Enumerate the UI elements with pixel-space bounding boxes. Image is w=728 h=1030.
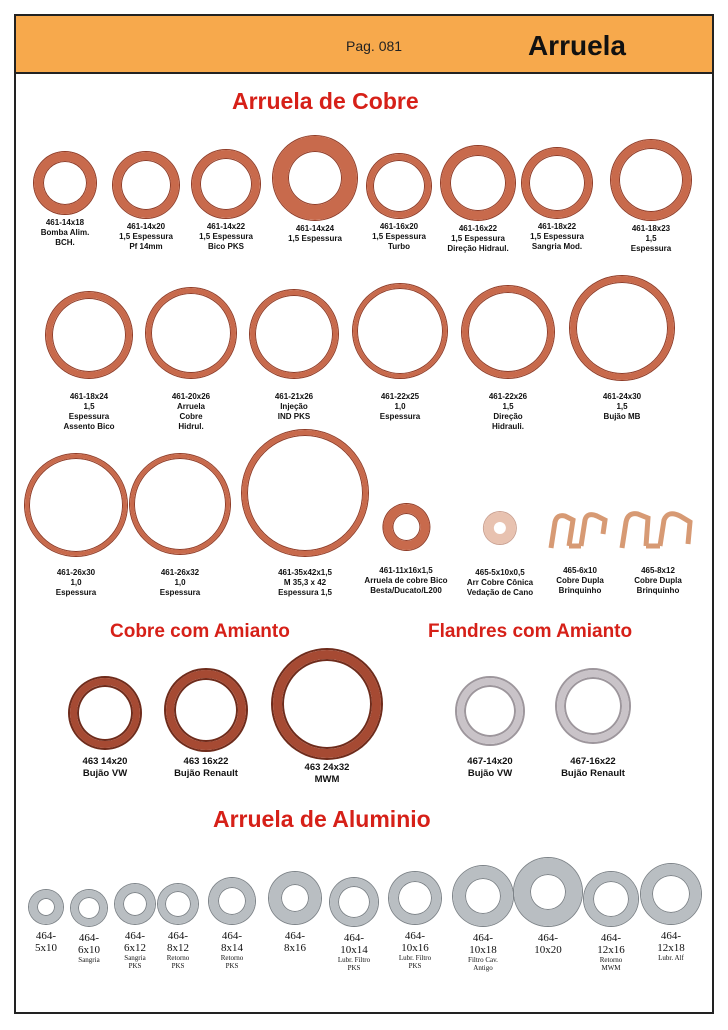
product-item (158, 884, 198, 970)
product-item (364, 504, 447, 596)
product-code: 461-21x26 (274, 392, 314, 401)
product-item (273, 136, 357, 244)
product-code: 461-22x25 (380, 392, 420, 401)
aluminium-washer-image (514, 858, 582, 926)
product-code: 461-26x30 (56, 568, 96, 577)
product-desc: Filtro Cav. (468, 956, 498, 964)
product-item (462, 286, 554, 432)
product-desc: Bujão VW (82, 768, 128, 779)
product-desc: Espessura 1,5 (278, 588, 332, 597)
product-item (353, 284, 447, 422)
product-code: 461-14x22 (206, 222, 246, 231)
aluminium-washer-image (269, 872, 321, 924)
copper-washer-image (367, 154, 431, 218)
aluminium-washer-image (115, 884, 155, 924)
product-item (570, 276, 674, 422)
product-desc: Arr Cobre Cônica (466, 578, 534, 587)
aluminium-washer-image (641, 864, 701, 924)
copper-washer-image (273, 136, 357, 220)
product-item (209, 878, 255, 970)
product-desc: Bujão VW (467, 768, 513, 779)
product-desc: 1,5 Espessura (199, 232, 253, 241)
product-desc: Arruela (176, 402, 205, 411)
product-size: 10x16 (401, 942, 429, 954)
product-desc: IND PKS (277, 412, 311, 421)
product-code: 463 14x20 (82, 756, 128, 767)
product-desc: 1,5 (502, 402, 514, 411)
product-size: 10x14 (340, 944, 368, 956)
product-item (547, 508, 613, 596)
product-code: 461-24x30 (602, 392, 642, 401)
aluminium-washer-image (389, 872, 441, 924)
product-code: 464- (221, 930, 243, 942)
product-item (113, 152, 179, 252)
category-title: Arruela (527, 30, 626, 61)
product-desc: Direção Hidraul. (447, 244, 509, 253)
product-item (46, 292, 132, 432)
copper-washer-image (146, 288, 236, 378)
product-code: 461-11x16x1,5 (379, 566, 433, 575)
product-size: 10x18 (469, 944, 497, 956)
product-size: 8x14 (221, 942, 243, 954)
product-desc: Sangria Mod. (531, 242, 583, 251)
product-code: 464- (404, 930, 426, 942)
product-size: 12x16 (597, 944, 625, 956)
product-item (115, 884, 155, 970)
double-clip-image (618, 508, 698, 552)
product-code: 467-14x20 (467, 756, 513, 767)
product-desc: M 35,3 x 42 (283, 578, 327, 587)
product-desc: Espessura (159, 588, 201, 597)
product-code: 465-6x10 (563, 566, 597, 575)
product-item (70, 678, 140, 780)
page-number: Pag. 081 (346, 38, 403, 54)
product-desc: Cobre Dupla (556, 576, 604, 585)
copper-washer-image (113, 152, 179, 218)
product-code: 465-5x10x0,5 (475, 568, 525, 577)
product-item (389, 872, 441, 970)
product-desc: Sangria (78, 956, 100, 964)
product-desc: PKS (171, 962, 185, 970)
product-desc: Lubr. Filtro (398, 954, 432, 962)
product-item (29, 890, 63, 954)
product-item (71, 890, 107, 964)
product-code: 464- (284, 930, 306, 942)
product-item (192, 150, 260, 252)
product-desc: PKS (128, 962, 142, 970)
product-desc: Retorno (599, 956, 623, 964)
product-code: 464- (35, 930, 57, 942)
copper-washer-image (46, 292, 132, 378)
product-desc: 1,5 (616, 402, 628, 411)
product-code: 461-20x26 (171, 392, 211, 401)
product-desc: 1,5 Espessura (530, 232, 584, 241)
product-desc: Bujão Renault (174, 768, 238, 779)
product-desc: Turbo (387, 242, 411, 251)
page-header (16, 16, 712, 74)
product-desc: Cobre (179, 412, 203, 421)
product-code: 461-14x18 (45, 218, 85, 227)
product-desc: 1,5 (83, 402, 95, 411)
product-desc: Bico PKS (207, 242, 244, 251)
product-item (269, 872, 321, 954)
product-code: 461-26x32 (160, 568, 200, 577)
aluminium-washer-image (71, 890, 107, 926)
product-desc: Hidrauli. (491, 422, 524, 431)
product-desc: Espessura (55, 588, 97, 597)
copper-asbestos-washer-image (273, 650, 381, 758)
product-size: 6x10 (78, 944, 100, 956)
product-item (166, 670, 246, 780)
product-desc: Espessura (379, 412, 421, 421)
product-code: 464- (343, 932, 365, 944)
product-desc: 1,0 (70, 578, 82, 587)
section-title-flandres-asbestos: Flandres com Amianto (428, 621, 633, 642)
product-code: 461-18x22 (537, 222, 577, 231)
product-desc: PKS (347, 964, 361, 972)
product-code: 461-14x24 (295, 224, 335, 233)
product-item (441, 146, 515, 254)
product-desc: Cobre Dupla (634, 576, 682, 585)
product-size: 6x12 (124, 942, 146, 954)
product-item (557, 670, 629, 780)
double-clip-image (547, 508, 613, 552)
product-size: 12x18 (657, 942, 685, 954)
copper-washer-image (130, 454, 230, 554)
product-desc: BCH. (55, 238, 75, 247)
product-code: 464- (167, 930, 189, 942)
product-code: 464- (600, 932, 622, 944)
product-desc: Lubr. Alf (658, 954, 684, 962)
product-desc: 1,5 Espessura (119, 232, 173, 241)
product-item (641, 864, 701, 962)
product-code: 464- (660, 930, 682, 942)
product-item (514, 858, 582, 956)
product-desc: Arruela de cobre Bico (364, 576, 448, 585)
aluminium-washer-image (330, 878, 378, 926)
copper-washer-image (462, 286, 554, 378)
product-code: 464- (537, 932, 559, 944)
product-item (522, 148, 592, 252)
section-title-aluminium: Arruela de Aluminio (213, 806, 431, 832)
product-item (146, 288, 236, 432)
copper-washer-image (192, 150, 260, 218)
product-item (453, 866, 513, 972)
copper-washer-image (34, 152, 96, 214)
product-desc: Lubr. Filtro (337, 956, 371, 964)
copper-washer-image (611, 140, 691, 220)
product-code: 467-16x22 (570, 756, 616, 767)
product-code: 461-18x24 (69, 392, 109, 401)
copper-washer-image (383, 504, 429, 550)
product-item (611, 140, 691, 254)
product-item (34, 152, 96, 248)
copper-washer-image (570, 276, 674, 380)
product-desc: Assento Bico (63, 422, 115, 431)
product-code: 464- (472, 932, 494, 944)
product-item (457, 678, 523, 780)
product-item (618, 508, 698, 596)
product-desc: Retorno (166, 954, 190, 962)
aluminium-washer-image (29, 890, 63, 924)
product-item (130, 454, 230, 598)
product-code: 461-22x26 (488, 392, 528, 401)
product-code: 461-35x42x1,5 (278, 568, 332, 577)
aluminium-washer-image (584, 872, 638, 926)
product-desc: Antigo (473, 964, 493, 972)
product-code: 463 24x32 (304, 762, 350, 773)
product-desc: Espessura (68, 412, 110, 421)
product-desc: 1,5 Espessura (372, 232, 426, 241)
aluminium-washer-image (209, 878, 255, 924)
product-item (242, 430, 368, 598)
section-title-copper-asbestos: Cobre com Amianto (110, 621, 290, 642)
product-item (273, 650, 381, 786)
product-item (25, 454, 127, 598)
product-item (367, 154, 431, 252)
copper-asbestos-washer-image (166, 670, 246, 750)
product-desc: Injeção (280, 402, 308, 411)
product-size: 5x10 (35, 942, 57, 954)
flandres-washer-image (557, 670, 629, 742)
product-desc: Hidrul. (178, 422, 204, 431)
copper-washer-image (25, 454, 127, 556)
product-desc: Bujão Renault (561, 768, 625, 779)
product-code: 461-18x23 (631, 224, 671, 233)
product-desc: PKS (225, 962, 239, 970)
product-code: 465-8x12 (641, 566, 675, 575)
product-desc: Espessura (630, 244, 672, 253)
product-desc: 1,5 (645, 234, 657, 243)
product-size: 8x12 (167, 942, 189, 954)
product-item (330, 878, 378, 972)
copper-asbestos-washer-image (70, 678, 140, 748)
product-desc: Direção (493, 412, 523, 421)
product-desc: PKS (408, 962, 422, 970)
product-code: 461-16x22 (458, 224, 498, 233)
copper-washer-image (522, 148, 592, 218)
product-desc: Pf 14mm (129, 242, 163, 251)
product-code: 463 16x22 (183, 756, 229, 767)
product-desc: Brinquinho (558, 586, 602, 595)
product-desc: 1,0 (174, 578, 186, 587)
product-desc: MWM (601, 964, 621, 972)
product-desc: Bomba Alim. (40, 228, 90, 237)
product-size: 8x16 (284, 942, 306, 954)
product-desc: 1,5 Espessura (288, 234, 342, 243)
product-desc: Vedação de Cano (466, 588, 534, 597)
product-desc: Besta/Ducato/L200 (370, 586, 442, 595)
product-desc: 1,0 (394, 402, 406, 411)
product-desc: Bujão MB (603, 412, 641, 421)
copper-washer-image (441, 146, 515, 220)
aluminium-washer-image (453, 866, 513, 926)
product-desc: MWM (314, 774, 340, 785)
product-desc: 1,5 Espessura (451, 234, 505, 243)
product-code: 461-16x20 (379, 222, 419, 231)
product-item (467, 512, 533, 598)
product-code: 461-14x20 (126, 222, 166, 231)
product-code: 464- (124, 930, 146, 942)
copper-washer-image (250, 290, 338, 378)
flandres-washer-image (457, 678, 523, 744)
product-size: 10x20 (534, 944, 562, 956)
copper-washer-image (242, 430, 368, 556)
product-desc: Retorno (220, 954, 244, 962)
product-item (584, 872, 638, 972)
conical-washer-image (484, 512, 516, 544)
product-item (250, 290, 338, 422)
aluminium-washer-image (158, 884, 198, 924)
section-title-copper: Arruela de Cobre (232, 88, 419, 114)
product-code: 464- (78, 932, 100, 944)
product-desc: Brinquinho (636, 586, 680, 595)
product-desc: Sangria (124, 954, 146, 962)
copper-washer-image (353, 284, 447, 378)
